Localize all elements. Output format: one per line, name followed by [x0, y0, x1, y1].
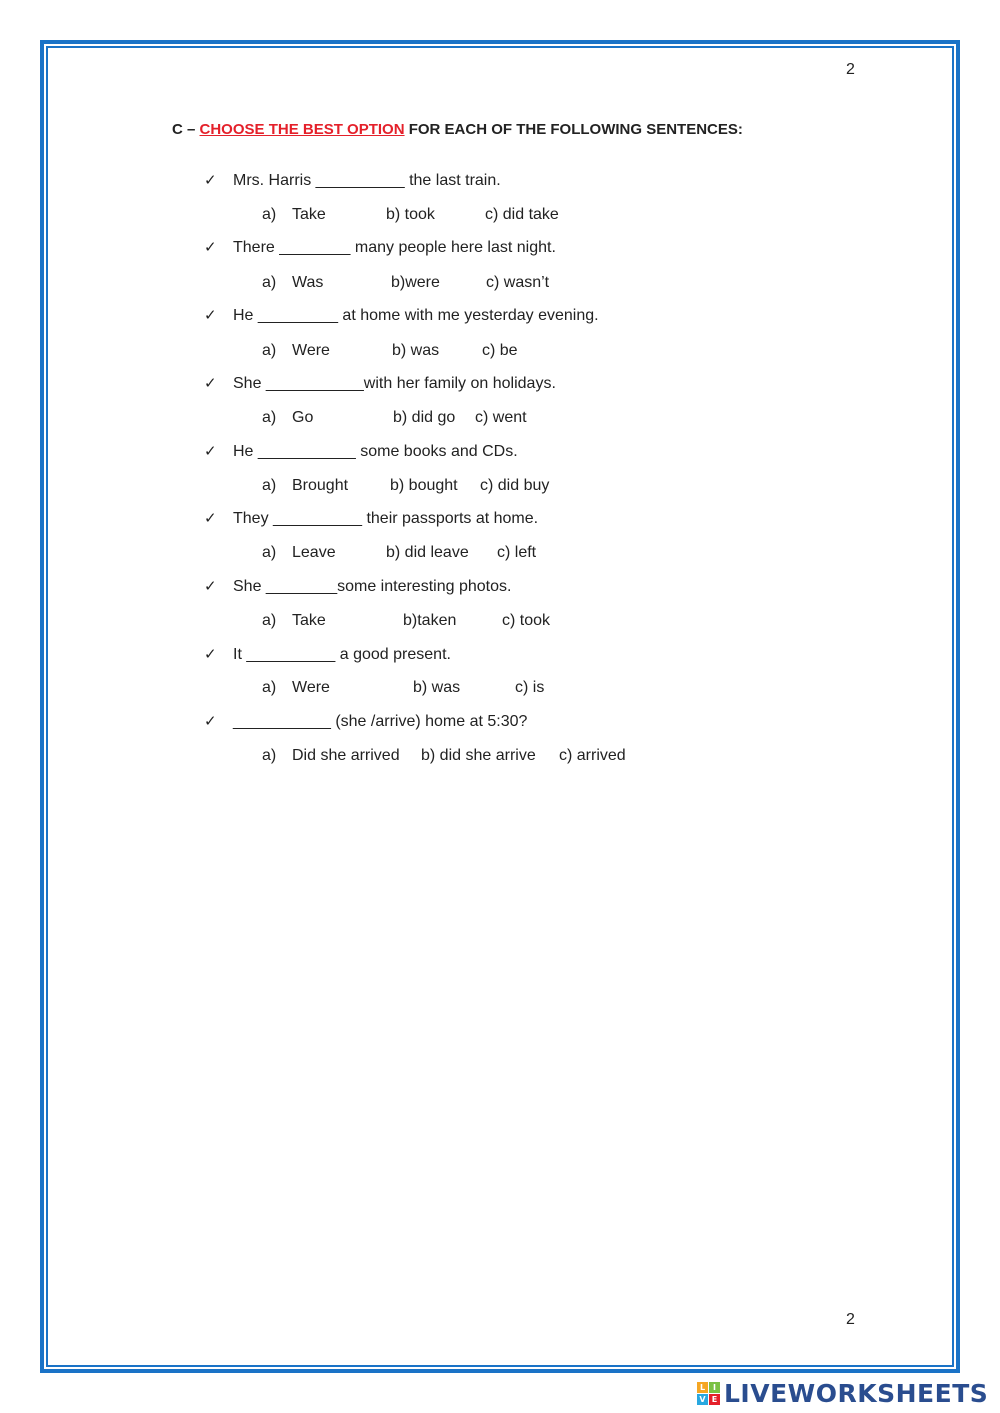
option-b[interactable]: b) bought — [390, 477, 458, 494]
option-c[interactable]: c) left — [497, 544, 537, 561]
checkmark-icon: ✓ — [204, 172, 217, 189]
option-b[interactable]: b) did she arrive — [421, 747, 536, 764]
logo-mark-letter: V — [697, 1394, 708, 1405]
option-b[interactable]: b) did leave — [386, 544, 469, 561]
checkmark-icon: ✓ — [204, 646, 217, 663]
option-a[interactable]: Take — [292, 612, 326, 629]
option-b[interactable]: b) did go — [393, 409, 456, 426]
option-c[interactable]: c) went — [475, 409, 527, 426]
option-c[interactable]: c) arrived — [559, 747, 626, 764]
option-letter-a: a) — [262, 342, 277, 359]
option-b[interactable]: b) was — [392, 342, 440, 359]
question-2 — [204, 237, 556, 259]
checkmark-icon: ✓ — [204, 375, 217, 392]
page-number-top: 2 — [846, 61, 855, 78]
liveworksheets-logo-text: LIVEWORKSHEETS — [724, 1378, 989, 1408]
question-9 — [204, 711, 527, 733]
section-instruction — [172, 121, 743, 138]
option-letter-a: a) — [262, 274, 277, 291]
question-text: He _________ at home with me yesterday evening. — [233, 307, 599, 324]
question-text: She ________some interesting photos. — [233, 578, 512, 595]
question-text: ___________ (she /arrive) home at 5:30? — [233, 713, 528, 730]
question-8 — [204, 644, 451, 666]
liveworksheets-logo — [697, 1379, 988, 1407]
option-letter-a: a) — [262, 206, 277, 223]
option-b[interactable]: b)taken — [403, 612, 457, 629]
instruction-highlight: CHOOSE THE BEST OPTION — [199, 121, 405, 138]
question-4 — [204, 373, 556, 395]
option-letter-a: a) — [262, 409, 277, 426]
logo-mark-letter: I — [709, 1382, 720, 1393]
option-b[interactable]: b) was — [413, 679, 461, 696]
option-a[interactable]: Did she arrived — [292, 747, 400, 764]
option-letter-a: a) — [262, 747, 277, 764]
checkmark-icon: ✓ — [204, 443, 217, 460]
option-a[interactable]: Was — [292, 274, 324, 291]
question-5 — [204, 441, 518, 463]
liveworksheets-logo-mark — [697, 1382, 720, 1405]
option-letter-a: a) — [262, 679, 277, 696]
question-7 — [204, 576, 511, 598]
question-text: He ___________ some books and CDs. — [233, 443, 518, 460]
instruction-rest: FOR EACH OF THE FOLLOWING SENTENCES: — [404, 121, 743, 138]
option-a[interactable]: Brought — [292, 477, 349, 494]
question-text: It __________ a good present. — [233, 646, 451, 663]
instruction-prefix: C – — [172, 121, 200, 138]
option-b[interactable]: b) took — [386, 206, 435, 223]
question-text: Mrs. Harris __________ the last train. — [233, 172, 501, 189]
question-1 — [204, 170, 501, 192]
page-number-bottom: 2 — [846, 1311, 855, 1328]
option-c[interactable]: c) is — [515, 679, 545, 696]
option-c[interactable]: c) did buy — [480, 477, 550, 494]
question-text: There ________ many people here last night. — [233, 239, 556, 256]
option-c[interactable]: c) be — [482, 342, 518, 359]
option-letter-a: a) — [262, 477, 277, 494]
checkmark-icon: ✓ — [204, 307, 217, 324]
checkmark-icon: ✓ — [204, 578, 217, 595]
option-letter-a: a) — [262, 544, 277, 561]
option-a[interactable]: Were — [292, 679, 330, 696]
option-c[interactable]: c) did take — [485, 206, 559, 223]
logo-mark-letter: E — [709, 1394, 720, 1405]
option-b[interactable]: b)were — [391, 274, 440, 291]
checkmark-icon: ✓ — [204, 713, 217, 730]
question-text: She ___________with her family on holidays. — [233, 375, 556, 392]
option-a[interactable]: Take — [292, 206, 326, 223]
logo-mark-letter: L — [697, 1382, 708, 1393]
checkmark-icon: ✓ — [204, 510, 217, 527]
question-3 — [204, 305, 599, 327]
option-c[interactable]: c) wasn’t — [486, 274, 550, 291]
option-a[interactable]: Leave — [292, 544, 336, 561]
option-a[interactable]: Were — [292, 342, 330, 359]
option-c[interactable]: c) took — [502, 612, 551, 629]
question-text: They __________ their passports at home. — [233, 510, 539, 527]
checkmark-icon: ✓ — [204, 239, 217, 256]
question-6 — [204, 508, 538, 530]
option-letter-a: a) — [262, 612, 277, 629]
option-a[interactable]: Go — [292, 409, 314, 426]
